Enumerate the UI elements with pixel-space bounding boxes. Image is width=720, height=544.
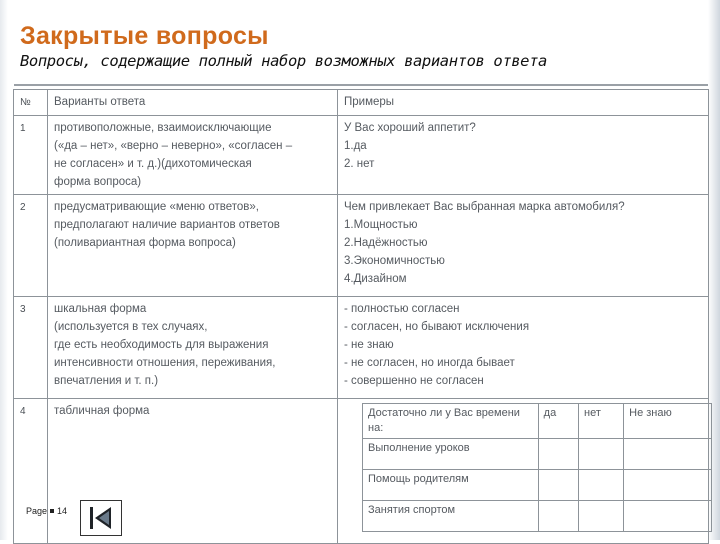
example-line: 1.Мощностью — [344, 219, 418, 231]
sub-cell — [579, 439, 624, 470]
example-line: - не знаю — [344, 339, 394, 351]
page-number: 14 — [57, 506, 68, 516]
sub-cell — [579, 501, 624, 532]
row-number: 4 — [14, 399, 48, 544]
example-cell — [338, 297, 709, 399]
example-cell — [338, 195, 709, 297]
table-row — [14, 195, 709, 297]
example-cell — [338, 399, 709, 544]
example-line: - согласен, но бывают исключения — [344, 321, 530, 333]
sub-cell — [624, 439, 712, 470]
bullet-icon — [50, 509, 54, 513]
sub-cell — [538, 439, 578, 470]
header-variants: Варианты ответа — [48, 90, 338, 116]
variant-line: где есть необходимость для выражения — [54, 339, 269, 351]
variant-line: («да – нет», «верно – неверно», «согласен – — [54, 140, 293, 152]
table-row — [14, 297, 709, 399]
header-num: № — [14, 90, 48, 116]
sub-cell — [624, 470, 712, 501]
sub-table-header — [363, 404, 712, 439]
example-line: У Вас хороший аппетит? — [344, 122, 476, 134]
variant-cell — [48, 297, 338, 399]
variant-cell — [48, 195, 338, 297]
first-slide-button[interactable] — [80, 500, 122, 536]
sub-table-row — [363, 470, 712, 501]
example-line: 2. нет — [344, 158, 375, 170]
table-header-row — [14, 90, 709, 116]
variant-line: предусматривающие «меню ответов», — [54, 201, 259, 213]
example-line: - полностью согласен — [344, 303, 460, 315]
left-gradient-strip — [0, 0, 8, 540]
variant-line: не согласен» и т. д.)(дихотомическая — [54, 158, 252, 170]
variant-line: форма вопроса) — [54, 176, 142, 188]
page-footer — [26, 506, 67, 516]
sub-row-label: Помощь родителям — [363, 470, 539, 501]
variant-cell — [48, 116, 338, 195]
example-line: 1.да — [344, 140, 367, 152]
variant-line: впечатления и т. п.) — [54, 375, 159, 387]
row-number: 2 — [14, 195, 48, 297]
sub-table-row — [363, 439, 712, 470]
sub-header-no: нет — [579, 404, 624, 439]
variant-line: предполагают наличие вариантов ответов — [54, 219, 280, 231]
sub-header-question: Достаточно ли у Вас времени на: — [363, 404, 539, 439]
row-number: 1 — [14, 116, 48, 195]
sub-row-label: Выполнение уроков — [363, 439, 539, 470]
variant-line: шкальная форма — [54, 303, 147, 315]
variant-line: интенсивности отношения, переживания, — [54, 357, 276, 369]
example-line: - не согласен, но иногда бывает — [344, 357, 515, 369]
example-line: Чем привлекает Вас выбранная марка автомобиля? — [344, 201, 625, 213]
sub-row-label: Занятия спортом — [363, 501, 539, 532]
sub-cell — [538, 470, 578, 501]
slide-subtitle: Вопросы, содержащие полный набор возможных вариантов ответа — [20, 52, 547, 70]
question-types-table — [13, 89, 709, 544]
title-divider — [14, 84, 708, 86]
sub-cell — [538, 501, 578, 532]
sub-header-yes: да — [538, 404, 578, 439]
header-examples: Примеры — [338, 90, 709, 116]
example-line: 2.Надёжностью — [344, 237, 428, 249]
variant-line: табличная форма — [54, 405, 150, 417]
sub-cell — [624, 501, 712, 532]
variant-line: (поливариантная форма вопроса) — [54, 237, 236, 249]
sub-cell — [579, 470, 624, 501]
sub-header-dont-know: Не знаю — [624, 404, 712, 439]
skip-to-start-icon — [81, 501, 121, 535]
example-line: 4.Дизайном — [344, 273, 407, 285]
sub-table-row — [363, 501, 712, 532]
example-cell — [338, 116, 709, 195]
slide-title: Закрытые вопросы — [20, 22, 269, 50]
example-sub-table — [362, 403, 712, 532]
variant-line: (используется в тех случаях, — [54, 321, 208, 333]
variant-line: противоположные, взаимоисключающие — [54, 122, 272, 134]
example-line: - совершенно не согласен — [344, 375, 484, 387]
row-number: 3 — [14, 297, 48, 399]
table-row — [14, 116, 709, 195]
page-label: Page — [26, 506, 48, 516]
example-line: 3.Экономичностью — [344, 255, 445, 267]
